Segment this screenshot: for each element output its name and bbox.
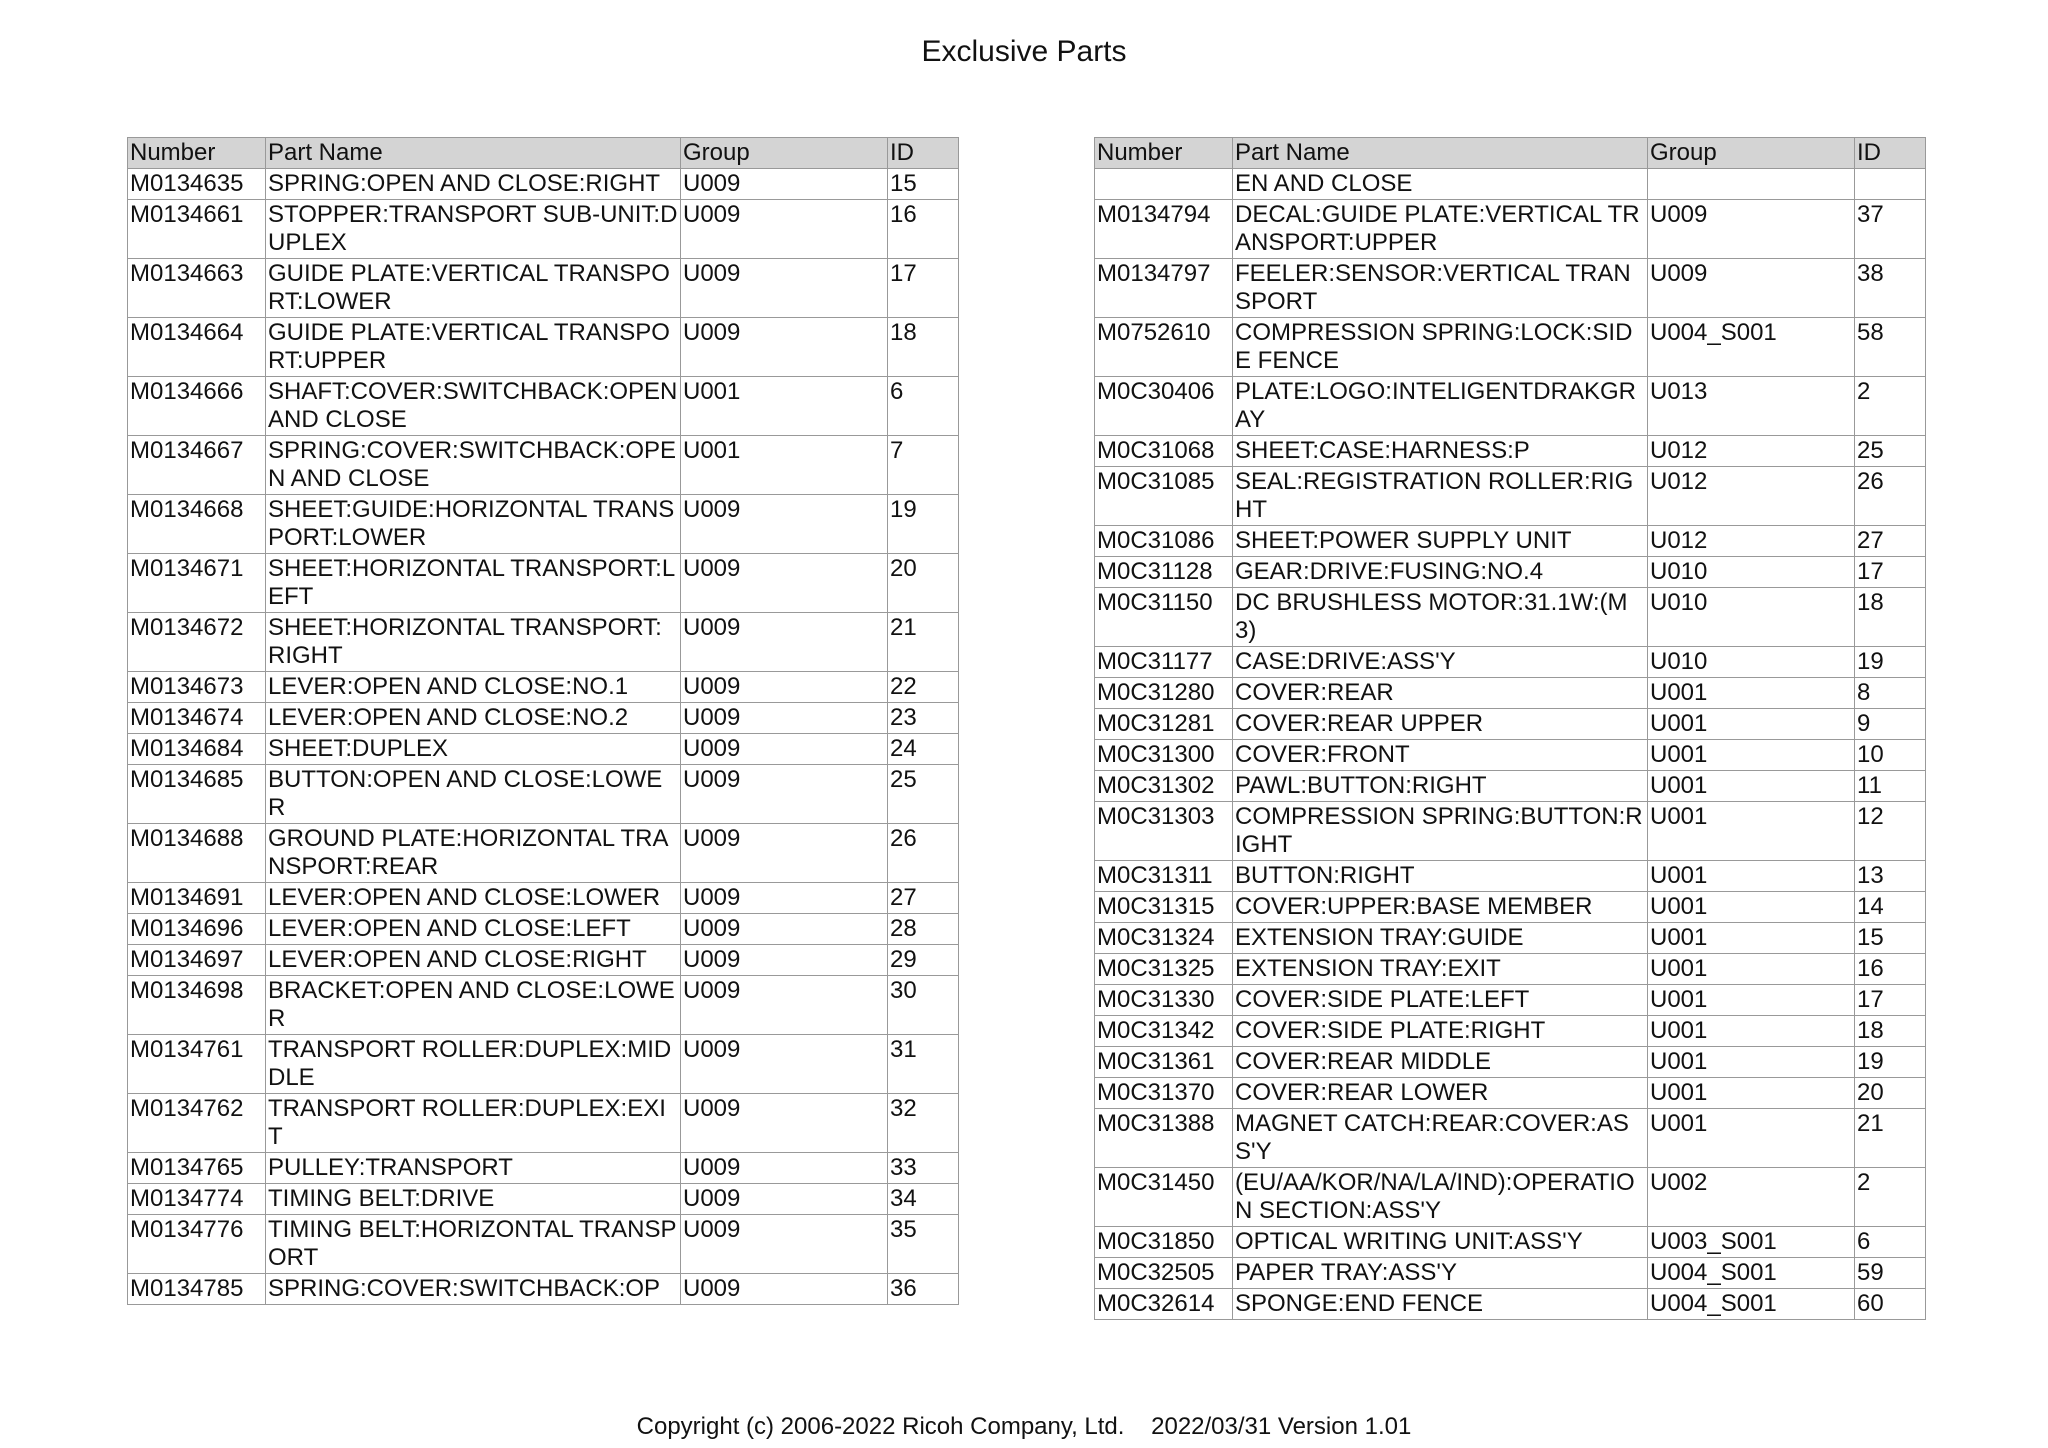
cell-part-name: LEVER:OPEN AND CLOSE:NO.2	[266, 703, 681, 734]
cell-number: M0C31450	[1095, 1168, 1233, 1227]
table-row	[1095, 1047, 1926, 1078]
cell-number: M0134635	[128, 169, 266, 200]
cell-number: M0C31342	[1095, 1016, 1233, 1047]
cell-id: 24	[888, 734, 959, 765]
cell-part-name: TIMING BELT:HORIZONTAL TRANSPORT	[266, 1215, 681, 1274]
table-row	[128, 318, 959, 377]
cell-id: 9	[1855, 709, 1926, 740]
cell-group: U001	[1648, 771, 1855, 802]
cell-id: 37	[1855, 200, 1926, 259]
cell-number: M0134672	[128, 613, 266, 672]
cell-id: 27	[888, 883, 959, 914]
cell-group: U009	[681, 945, 888, 976]
column-header-id: ID	[1855, 138, 1926, 169]
cell-id: 31	[888, 1035, 959, 1094]
cell-id: 60	[1855, 1289, 1926, 1320]
cell-part-name: SPONGE:END FENCE	[1233, 1289, 1648, 1320]
cell-part-name: COVER:FRONT	[1233, 740, 1648, 771]
cell-part-name: LEVER:OPEN AND CLOSE:LOWER	[266, 883, 681, 914]
cell-group: U009	[1648, 259, 1855, 318]
cell-part-name: EXTENSION TRAY:EXIT	[1233, 954, 1648, 985]
table-row	[128, 914, 959, 945]
cell-part-name: STOPPER:TRANSPORT SUB-UNIT:DUPLEX	[266, 200, 681, 259]
cell-number: M0134685	[128, 765, 266, 824]
cell-group: U009	[681, 1153, 888, 1184]
cell-number: M0134697	[128, 945, 266, 976]
cell-number: M0134785	[128, 1274, 266, 1305]
cell-group: U009	[681, 1094, 888, 1153]
cell-part-name: BUTTON:OPEN AND CLOSE:LOWER	[266, 765, 681, 824]
table-row	[128, 554, 959, 613]
cell-number	[1095, 169, 1233, 200]
cell-id: 19	[888, 495, 959, 554]
cell-part-name: COVER:REAR	[1233, 678, 1648, 709]
cell-number: M0C31086	[1095, 526, 1233, 557]
cell-number: M0C31324	[1095, 923, 1233, 954]
cell-part-name: TIMING BELT:DRIVE	[266, 1184, 681, 1215]
page-title: Exclusive Parts	[921, 35, 1127, 68]
table-row	[1095, 588, 1926, 647]
cell-part-name: COMPRESSION SPRING:BUTTON:RIGHT	[1233, 802, 1648, 861]
cell-group: U001	[1648, 954, 1855, 985]
cell-group: U004_S001	[1648, 1289, 1855, 1320]
column-header-part-name: Part Name	[1233, 138, 1648, 169]
cell-id: 58	[1855, 318, 1926, 377]
table-row	[1095, 678, 1926, 709]
table-row	[1095, 861, 1926, 892]
cell-number: M0134696	[128, 914, 266, 945]
table-row	[1095, 1078, 1926, 1109]
cell-group: U009	[681, 703, 888, 734]
table-row	[1095, 467, 1926, 526]
cell-part-name: CASE:DRIVE:ASS'Y	[1233, 647, 1648, 678]
cell-part-name: COVER:SIDE PLATE:RIGHT	[1233, 1016, 1648, 1047]
cell-group: U009	[681, 318, 888, 377]
cell-group: U009	[681, 554, 888, 613]
cell-id: 15	[1855, 923, 1926, 954]
cell-id: 26	[888, 824, 959, 883]
table-header-row	[1095, 138, 1926, 169]
cell-number: M0C31361	[1095, 1047, 1233, 1078]
cell-number: M0C31281	[1095, 709, 1233, 740]
cell-group: U009	[681, 914, 888, 945]
cell-id: 14	[1855, 892, 1926, 923]
cell-part-name: PLATE:LOGO:INTELIGENTDRAKGRAY	[1233, 377, 1648, 436]
cell-id: 35	[888, 1215, 959, 1274]
cell-id: 18	[1855, 1016, 1926, 1047]
cell-group: U001	[1648, 802, 1855, 861]
cell-number: M0134761	[128, 1035, 266, 1094]
cell-part-name: FEELER:SENSOR:VERTICAL TRANSPORT	[1233, 259, 1648, 318]
cell-part-name: SEAL:REGISTRATION ROLLER:RIGHT	[1233, 467, 1648, 526]
cell-group: U009	[681, 1274, 888, 1305]
cell-number: M0C31068	[1095, 436, 1233, 467]
cell-group: U001	[1648, 1078, 1855, 1109]
cell-part-name: BUTTON:RIGHT	[1233, 861, 1648, 892]
cell-number: M0C31177	[1095, 647, 1233, 678]
cell-group: U001	[1648, 1016, 1855, 1047]
cell-number: M0134667	[128, 436, 266, 495]
table-row	[128, 613, 959, 672]
cell-number: M0C31850	[1095, 1227, 1233, 1258]
cell-id: 23	[888, 703, 959, 734]
cell-part-name: SPRING:COVER:SWITCHBACK:OPEN AND CLOSE	[266, 436, 681, 495]
table-row	[128, 703, 959, 734]
column-header-part-name: Part Name	[266, 138, 681, 169]
cell-number: M0134794	[1095, 200, 1233, 259]
cell-number: M0C31128	[1095, 557, 1233, 588]
cell-part-name: SHEET:DUPLEX	[266, 734, 681, 765]
cell-number: M0C30406	[1095, 377, 1233, 436]
cell-part-name: DC BRUSHLESS MOTOR:31.1W:(M3)	[1233, 588, 1648, 647]
cell-id: 18	[1855, 588, 1926, 647]
cell-number: M0C31330	[1095, 985, 1233, 1016]
table-row	[1095, 923, 1926, 954]
cell-part-name: MAGNET CATCH:REAR:COVER:ASS'Y	[1233, 1109, 1648, 1168]
cell-id: 27	[1855, 526, 1926, 557]
table-row	[1095, 1168, 1926, 1227]
cell-group: U001	[1648, 892, 1855, 923]
cell-number: M0C31325	[1095, 954, 1233, 985]
cell-part-name: PULLEY:TRANSPORT	[266, 1153, 681, 1184]
cell-number: M0134663	[128, 259, 266, 318]
table-row	[1095, 557, 1926, 588]
cell-group: U010	[1648, 647, 1855, 678]
table-row	[128, 1184, 959, 1215]
table-row	[128, 883, 959, 914]
cell-group: U001	[1648, 678, 1855, 709]
cell-number: M0C31370	[1095, 1078, 1233, 1109]
cell-part-name: TRANSPORT ROLLER:DUPLEX:EXIT	[266, 1094, 681, 1153]
cell-number: M0134666	[128, 377, 266, 436]
table-row	[128, 259, 959, 318]
cell-part-name: COMPRESSION SPRING:LOCK:SIDE FENCE	[1233, 318, 1648, 377]
table-header-row	[128, 138, 959, 169]
cell-number: M0134668	[128, 495, 266, 554]
cell-id: 17	[1855, 985, 1926, 1016]
table-row	[128, 1153, 959, 1184]
cell-part-name: SHEET:HORIZONTAL TRANSPORT:LEFT	[266, 554, 681, 613]
table-row	[128, 377, 959, 436]
parts-table-left-body	[128, 169, 959, 1305]
cell-id: 8	[1855, 678, 1926, 709]
cell-number: M0134684	[128, 734, 266, 765]
table-row	[1095, 169, 1926, 200]
cell-group: U009	[681, 1184, 888, 1215]
cell-group: U001	[1648, 709, 1855, 740]
cell-number: M0C32614	[1095, 1289, 1233, 1320]
cell-number: M0134688	[128, 824, 266, 883]
cell-number: M0C31388	[1095, 1109, 1233, 1168]
table-row	[1095, 1289, 1926, 1320]
cell-part-name: COVER:REAR MIDDLE	[1233, 1047, 1648, 1078]
cell-part-name: GUIDE PLATE:VERTICAL TRANSPORT:LOWER	[266, 259, 681, 318]
table-row	[1095, 954, 1926, 985]
column-header-group: Group	[1648, 138, 1855, 169]
cell-number: M0134671	[128, 554, 266, 613]
cell-id: 16	[1855, 954, 1926, 985]
cell-number: M0134661	[128, 200, 266, 259]
table-row	[1095, 1109, 1926, 1168]
cell-id: 11	[1855, 771, 1926, 802]
cell-id: 29	[888, 945, 959, 976]
cell-number: M0C31300	[1095, 740, 1233, 771]
cell-number: M0C31085	[1095, 467, 1233, 526]
cell-id: 16	[888, 200, 959, 259]
cell-part-name: BRACKET:OPEN AND CLOSE:LOWER	[266, 976, 681, 1035]
cell-group: U012	[1648, 526, 1855, 557]
cell-part-name: COVER:UPPER:BASE MEMBER	[1233, 892, 1648, 923]
cell-part-name: GROUND PLATE:HORIZONTAL TRANSPORT:REAR	[266, 824, 681, 883]
cell-group: U001	[1648, 1047, 1855, 1078]
cell-group: U004_S001	[1648, 318, 1855, 377]
cell-number: M0C31311	[1095, 861, 1233, 892]
table-row	[1095, 318, 1926, 377]
cell-number: M0134698	[128, 976, 266, 1035]
cell-id: 20	[888, 554, 959, 613]
column-header-group: Group	[681, 138, 888, 169]
cell-part-name: SHEET:CASE:HARNESS:P	[1233, 436, 1648, 467]
cell-group: U013	[1648, 377, 1855, 436]
cell-id: 22	[888, 672, 959, 703]
column-header-id: ID	[888, 138, 959, 169]
cell-number: M0C31315	[1095, 892, 1233, 923]
table-row	[1095, 526, 1926, 557]
cell-id: 6	[888, 377, 959, 436]
cell-group: U009	[681, 1035, 888, 1094]
cell-part-name: COVER:REAR UPPER	[1233, 709, 1648, 740]
cell-id: 15	[888, 169, 959, 200]
cell-id: 25	[888, 765, 959, 824]
table-row	[1095, 647, 1926, 678]
cell-part-name: SPRING:COVER:SWITCHBACK:OP	[266, 1274, 681, 1305]
table-row	[1095, 1016, 1926, 1047]
cell-number: M0134776	[128, 1215, 266, 1274]
cell-id: 59	[1855, 1258, 1926, 1289]
cell-part-name: EN AND CLOSE	[1233, 169, 1648, 200]
table-row	[1095, 985, 1926, 1016]
table-row	[1095, 771, 1926, 802]
table-row	[128, 1215, 959, 1274]
cell-id: 17	[888, 259, 959, 318]
cell-id: 21	[1855, 1109, 1926, 1168]
cell-group: U003_S001	[1648, 1227, 1855, 1258]
cell-id: 17	[1855, 557, 1926, 588]
cell-id: 33	[888, 1153, 959, 1184]
cell-group: U009	[681, 765, 888, 824]
cell-number: M0C31303	[1095, 802, 1233, 861]
cell-group: U009	[681, 824, 888, 883]
cell-group: U001	[681, 436, 888, 495]
cell-part-name: DECAL:GUIDE PLATE:VERTICAL TRANSPORT:UPPER	[1233, 200, 1648, 259]
cell-id: 21	[888, 613, 959, 672]
table-row	[1095, 892, 1926, 923]
table-row	[128, 169, 959, 200]
cell-part-name: TRANSPORT ROLLER:DUPLEX:MIDDLE	[266, 1035, 681, 1094]
cell-id: 19	[1855, 647, 1926, 678]
cell-group: U009	[681, 259, 888, 318]
parts-table-right-body	[1095, 169, 1926, 1320]
cell-id: 13	[1855, 861, 1926, 892]
cell-group: U001	[1648, 1109, 1855, 1168]
cell-id: 7	[888, 436, 959, 495]
column-header-number: Number	[128, 138, 266, 169]
cell-number: M0C32505	[1095, 1258, 1233, 1289]
parts-table-right	[1094, 137, 1926, 1320]
cell-group: U009	[681, 1215, 888, 1274]
cell-number: M0134664	[128, 318, 266, 377]
table-row	[1095, 200, 1926, 259]
cell-id: 30	[888, 976, 959, 1035]
cell-group: U012	[1648, 436, 1855, 467]
cell-number: M0134674	[128, 703, 266, 734]
cell-id: 18	[888, 318, 959, 377]
table-row	[128, 824, 959, 883]
cell-id: 19	[1855, 1047, 1926, 1078]
cell-part-name: COVER:SIDE PLATE:LEFT	[1233, 985, 1648, 1016]
cell-id: 32	[888, 1094, 959, 1153]
cell-group	[1648, 169, 1855, 200]
cell-group: U001	[1648, 861, 1855, 892]
cell-id: 10	[1855, 740, 1926, 771]
cell-group: U009	[681, 613, 888, 672]
cell-group: U009	[681, 169, 888, 200]
cell-part-name: GEAR:DRIVE:FUSING:NO.4	[1233, 557, 1648, 588]
cell-id: 26	[1855, 467, 1926, 526]
cell-group: U009	[681, 672, 888, 703]
cell-part-name: SHEET:HORIZONTAL TRANSPORT:RIGHT	[266, 613, 681, 672]
cell-group: U009	[681, 976, 888, 1035]
cell-part-name: PAWL:BUTTON:RIGHT	[1233, 771, 1648, 802]
cell-id: 2	[1855, 1168, 1926, 1227]
table-row	[128, 495, 959, 554]
cell-id: 36	[888, 1274, 959, 1305]
table-row	[128, 1274, 959, 1305]
cell-part-name: LEVER:OPEN AND CLOSE:RIGHT	[266, 945, 681, 976]
cell-number: M0134765	[128, 1153, 266, 1184]
cell-part-name: OPTICAL WRITING UNIT:ASS'Y	[1233, 1227, 1648, 1258]
cell-group: U010	[1648, 588, 1855, 647]
cell-group: U012	[1648, 467, 1855, 526]
cell-part-name: (EU/AA/KOR/NA/LA/IND):OPERATION SECTION:ASS'Y	[1233, 1168, 1648, 1227]
table-row	[1095, 377, 1926, 436]
table-row	[1095, 740, 1926, 771]
table-row	[128, 765, 959, 824]
cell-number: M0134797	[1095, 259, 1233, 318]
cell-id: 34	[888, 1184, 959, 1215]
footer-copyright: Copyright (c) 2006-2022 Ricoh Company, Ltd. 2022/03/31 Version 1.01	[636, 1413, 1412, 1440]
cell-id: 38	[1855, 259, 1926, 318]
cell-group: U001	[1648, 923, 1855, 954]
cell-group: U009	[681, 200, 888, 259]
cell-part-name: COVER:REAR LOWER	[1233, 1078, 1648, 1109]
cell-part-name: SHAFT:COVER:SWITCHBACK:OPEN AND CLOSE	[266, 377, 681, 436]
cell-id: 6	[1855, 1227, 1926, 1258]
table-row	[1095, 802, 1926, 861]
cell-part-name: LEVER:OPEN AND CLOSE:NO.1	[266, 672, 681, 703]
cell-number: M0752610	[1095, 318, 1233, 377]
cell-part-name: PAPER TRAY:ASS'Y	[1233, 1258, 1648, 1289]
cell-number: M0C31280	[1095, 678, 1233, 709]
cell-number: M0134691	[128, 883, 266, 914]
cell-group: U009	[1648, 200, 1855, 259]
cell-group: U009	[681, 734, 888, 765]
cell-number: M0134762	[128, 1094, 266, 1153]
cell-number: M0C31302	[1095, 771, 1233, 802]
cell-id: 28	[888, 914, 959, 945]
cell-part-name: EXTENSION TRAY:GUIDE	[1233, 923, 1648, 954]
column-header-number: Number	[1095, 138, 1233, 169]
table-row	[1095, 709, 1926, 740]
cell-group: U001	[681, 377, 888, 436]
table-row	[128, 436, 959, 495]
cell-id: 12	[1855, 802, 1926, 861]
cell-number: M0134673	[128, 672, 266, 703]
cell-group: U010	[1648, 557, 1855, 588]
cell-id: 2	[1855, 377, 1926, 436]
cell-part-name: SHEET:POWER SUPPLY UNIT	[1233, 526, 1648, 557]
table-row	[128, 976, 959, 1035]
cell-id: 20	[1855, 1078, 1926, 1109]
cell-number: M0C31150	[1095, 588, 1233, 647]
table-row	[128, 200, 959, 259]
cell-group: U004_S001	[1648, 1258, 1855, 1289]
table-row	[128, 734, 959, 765]
cell-part-name: LEVER:OPEN AND CLOSE:LEFT	[266, 914, 681, 945]
table-row	[128, 672, 959, 703]
cell-group: U001	[1648, 740, 1855, 771]
cell-number: M0134774	[128, 1184, 266, 1215]
table-row	[1095, 259, 1926, 318]
cell-group: U009	[681, 495, 888, 554]
cell-group: U001	[1648, 985, 1855, 1016]
table-row	[128, 1094, 959, 1153]
cell-part-name: SHEET:GUIDE:HORIZONTAL TRANSPORT:LOWER	[266, 495, 681, 554]
parts-table-left	[127, 137, 959, 1305]
table-row	[1095, 1258, 1926, 1289]
table-row	[128, 1035, 959, 1094]
cell-part-name: GUIDE PLATE:VERTICAL TRANSPORT:UPPER	[266, 318, 681, 377]
table-row	[1095, 436, 1926, 467]
cell-group: U002	[1648, 1168, 1855, 1227]
table-row	[1095, 1227, 1926, 1258]
table-row	[128, 945, 959, 976]
cell-id	[1855, 169, 1926, 200]
cell-part-name: SPRING:OPEN AND CLOSE:RIGHT	[266, 169, 681, 200]
cell-id: 25	[1855, 436, 1926, 467]
cell-group: U009	[681, 883, 888, 914]
